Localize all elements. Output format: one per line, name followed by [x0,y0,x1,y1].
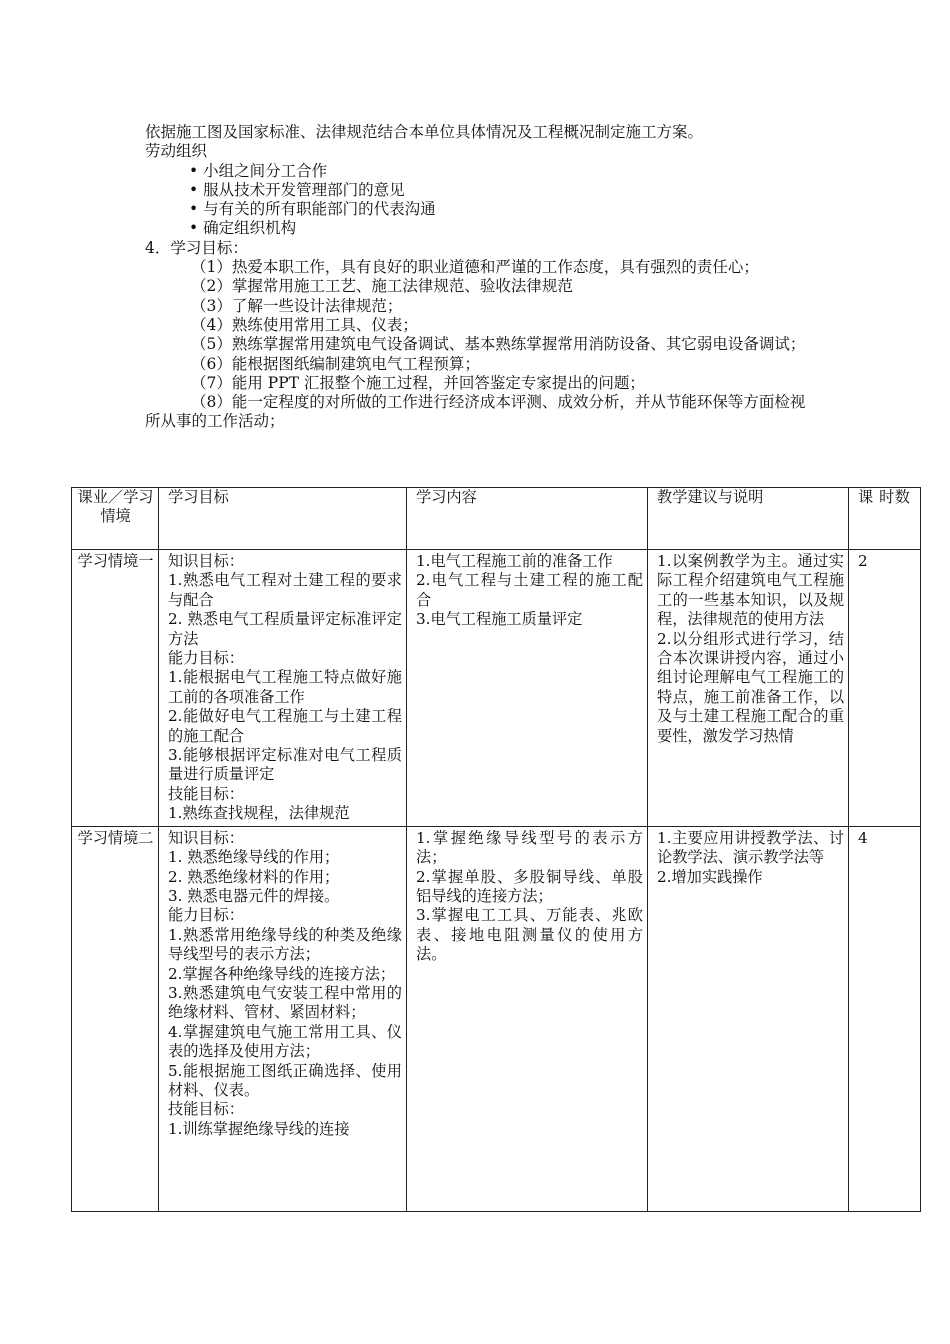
objective-line: 4.掌握建筑电气施工常用工具、仪表的选择及使用方法； [168,1022,402,1061]
labor-item: • 小组之间分工合作 [189,161,328,180]
labor-item: • 与有关的所有职能部门的代表沟通 [189,200,436,219]
labor-item: • 服从技术开发管理部门的意见 [189,180,405,199]
content-line: 1.掌握绝缘导线型号的表示方法； [416,828,643,867]
header-suggestions: 教学建议与说明 [648,488,849,550]
suggestion-line: 2.以分组形式进行学习，结合本次课讲授内容，通过小组讨论理解电气工程施工的特点，施工前准备工作，以及与土建工程施工配合的重要性，激发学习热情 [657,629,844,745]
content-line: 2.电气工程与土建工程的施工配合 [416,571,643,609]
cell-content [407,826,648,1211]
cell-situation: 学习情境一 [72,550,159,827]
objective-line: 技能目标： [168,1100,244,1119]
goal-item: （3）了解一些设计法律规范； [191,296,403,315]
header-content: 学习内容 [407,488,648,550]
intro-section [145,123,815,432]
objective-line: 1.熟练查找规程，法律规范 [168,804,350,823]
cell-suggestions [648,826,849,1211]
objective-line: 知识目标： [168,828,244,847]
cell-situation: 学习情境二 [72,826,159,1211]
objective-line: 1. 熟悉绝缘导线的作用； [168,848,340,867]
goals-heading: 4．学习目标： [145,238,248,257]
intro-paragraph: 依据施工图及国家标准、法律规范结合本单位具体情况及工程概况制定施工方案。 [145,123,704,141]
table-row [72,550,921,827]
objective-line: 5.能根据施工图纸正确选择、使用材料、仪表。 [168,1061,402,1099]
cell-objectives [159,826,407,1211]
table-row [72,826,921,1211]
suggestion-line: 1.主要应用讲授教学法、讨论教学法、演示教学法等 [657,828,844,867]
objective-line: 2. 熟悉电气工程质量评定标准评定方法 [168,610,402,648]
goal-item: （1）热爱本职工作，具有良好的职业道德和严谨的工作态度，具有强烈的责任心； [191,258,759,277]
objective-line: 知识目标： [168,552,244,570]
goal-item: （4）熟练使用常用工具、仪表； [191,315,418,334]
labor-heading: 劳动组织 [145,142,208,161]
header-hours: 课 时数 [849,488,921,550]
content-line: 3.电气工程施工质量评定 [416,610,583,629]
suggestion-line: 2.增加实践操作 [657,867,763,886]
cell-hours: 4 [849,826,921,1211]
objective-line: 3.熟悉建筑电气安装工程中常用的绝缘材料、管材、紧固材料； [168,983,402,1022]
objective-line: 1.能根据电气工程施工特点做好施工前的各项准备工作 [168,668,402,706]
content-line: 3.掌握电工工具、万能表、兆欧表、接地电阻测量仪的使用方法。 [416,906,643,964]
objective-line: 1.训练掌握绝缘导线的连接 [168,1119,350,1138]
curriculum-table [71,487,921,1212]
suggestion-line: 1.以案例教学为主。通过实际工程介绍建筑电气工程施工的一些基本知识，以及规程，法律规范的使用方法 [657,552,844,629]
content-line: 1.电气工程施工前的准备工作 [416,552,613,570]
objective-line: 3.能够根据评定标准对电气工程质量进行质量评定 [168,746,402,784]
objective-line: 1.熟悉常用绝缘导线的种类及绝缘导线型号的表示方法； [168,925,402,964]
goal-item: （8）能一定程度的对所做的工作进行经济成本评测、成效分析，并从节能环保等方面检视所从事的工作活动； [145,393,806,431]
goal-item: （5）熟练掌握常用建筑电气设备调试、基本熟练掌握常用消防设备、其它弱电设备调试； [191,335,806,354]
table-header-row [72,488,921,550]
goal-item: （2）掌握常用施工工艺、施工法律规范、验收法律规范 [191,277,573,296]
objective-line: 技能目标： [168,784,244,803]
cell-suggestions [648,550,849,827]
header-objectives: 学习目标 [159,488,407,550]
header-situation: 课业／学习情境 [72,488,159,550]
labor-item: • 确定组织机构 [189,219,297,238]
objective-line: 1.熟悉电气工程对土建工程的要求与配合 [168,571,402,609]
goal-item: （7）能用 PPT 汇报整个施工过程，并回答鉴定专家提出的问题； [191,373,645,392]
content-line: 2.掌握单股、多股铜导线、单股铝导线的连接方法； [416,867,643,905]
objective-line: 2. 熟悉绝缘材料的作用； [168,867,340,886]
objective-line: 2.掌握各种绝缘导线的连接方法； [168,964,396,983]
objective-line: 3. 熟悉电器元件的焊接。 [168,886,340,905]
cell-hours: 2 [849,550,921,827]
cell-objectives [159,550,407,827]
objective-line: 能力目标： [168,906,244,925]
goal-item: （6）能根据图纸编制建筑电气工程预算； [191,354,480,373]
objective-line: 2.能做好电气工程施工与土建工程的施工配合 [168,707,402,745]
cell-content [407,550,648,827]
objective-line: 能力目标： [168,649,244,668]
